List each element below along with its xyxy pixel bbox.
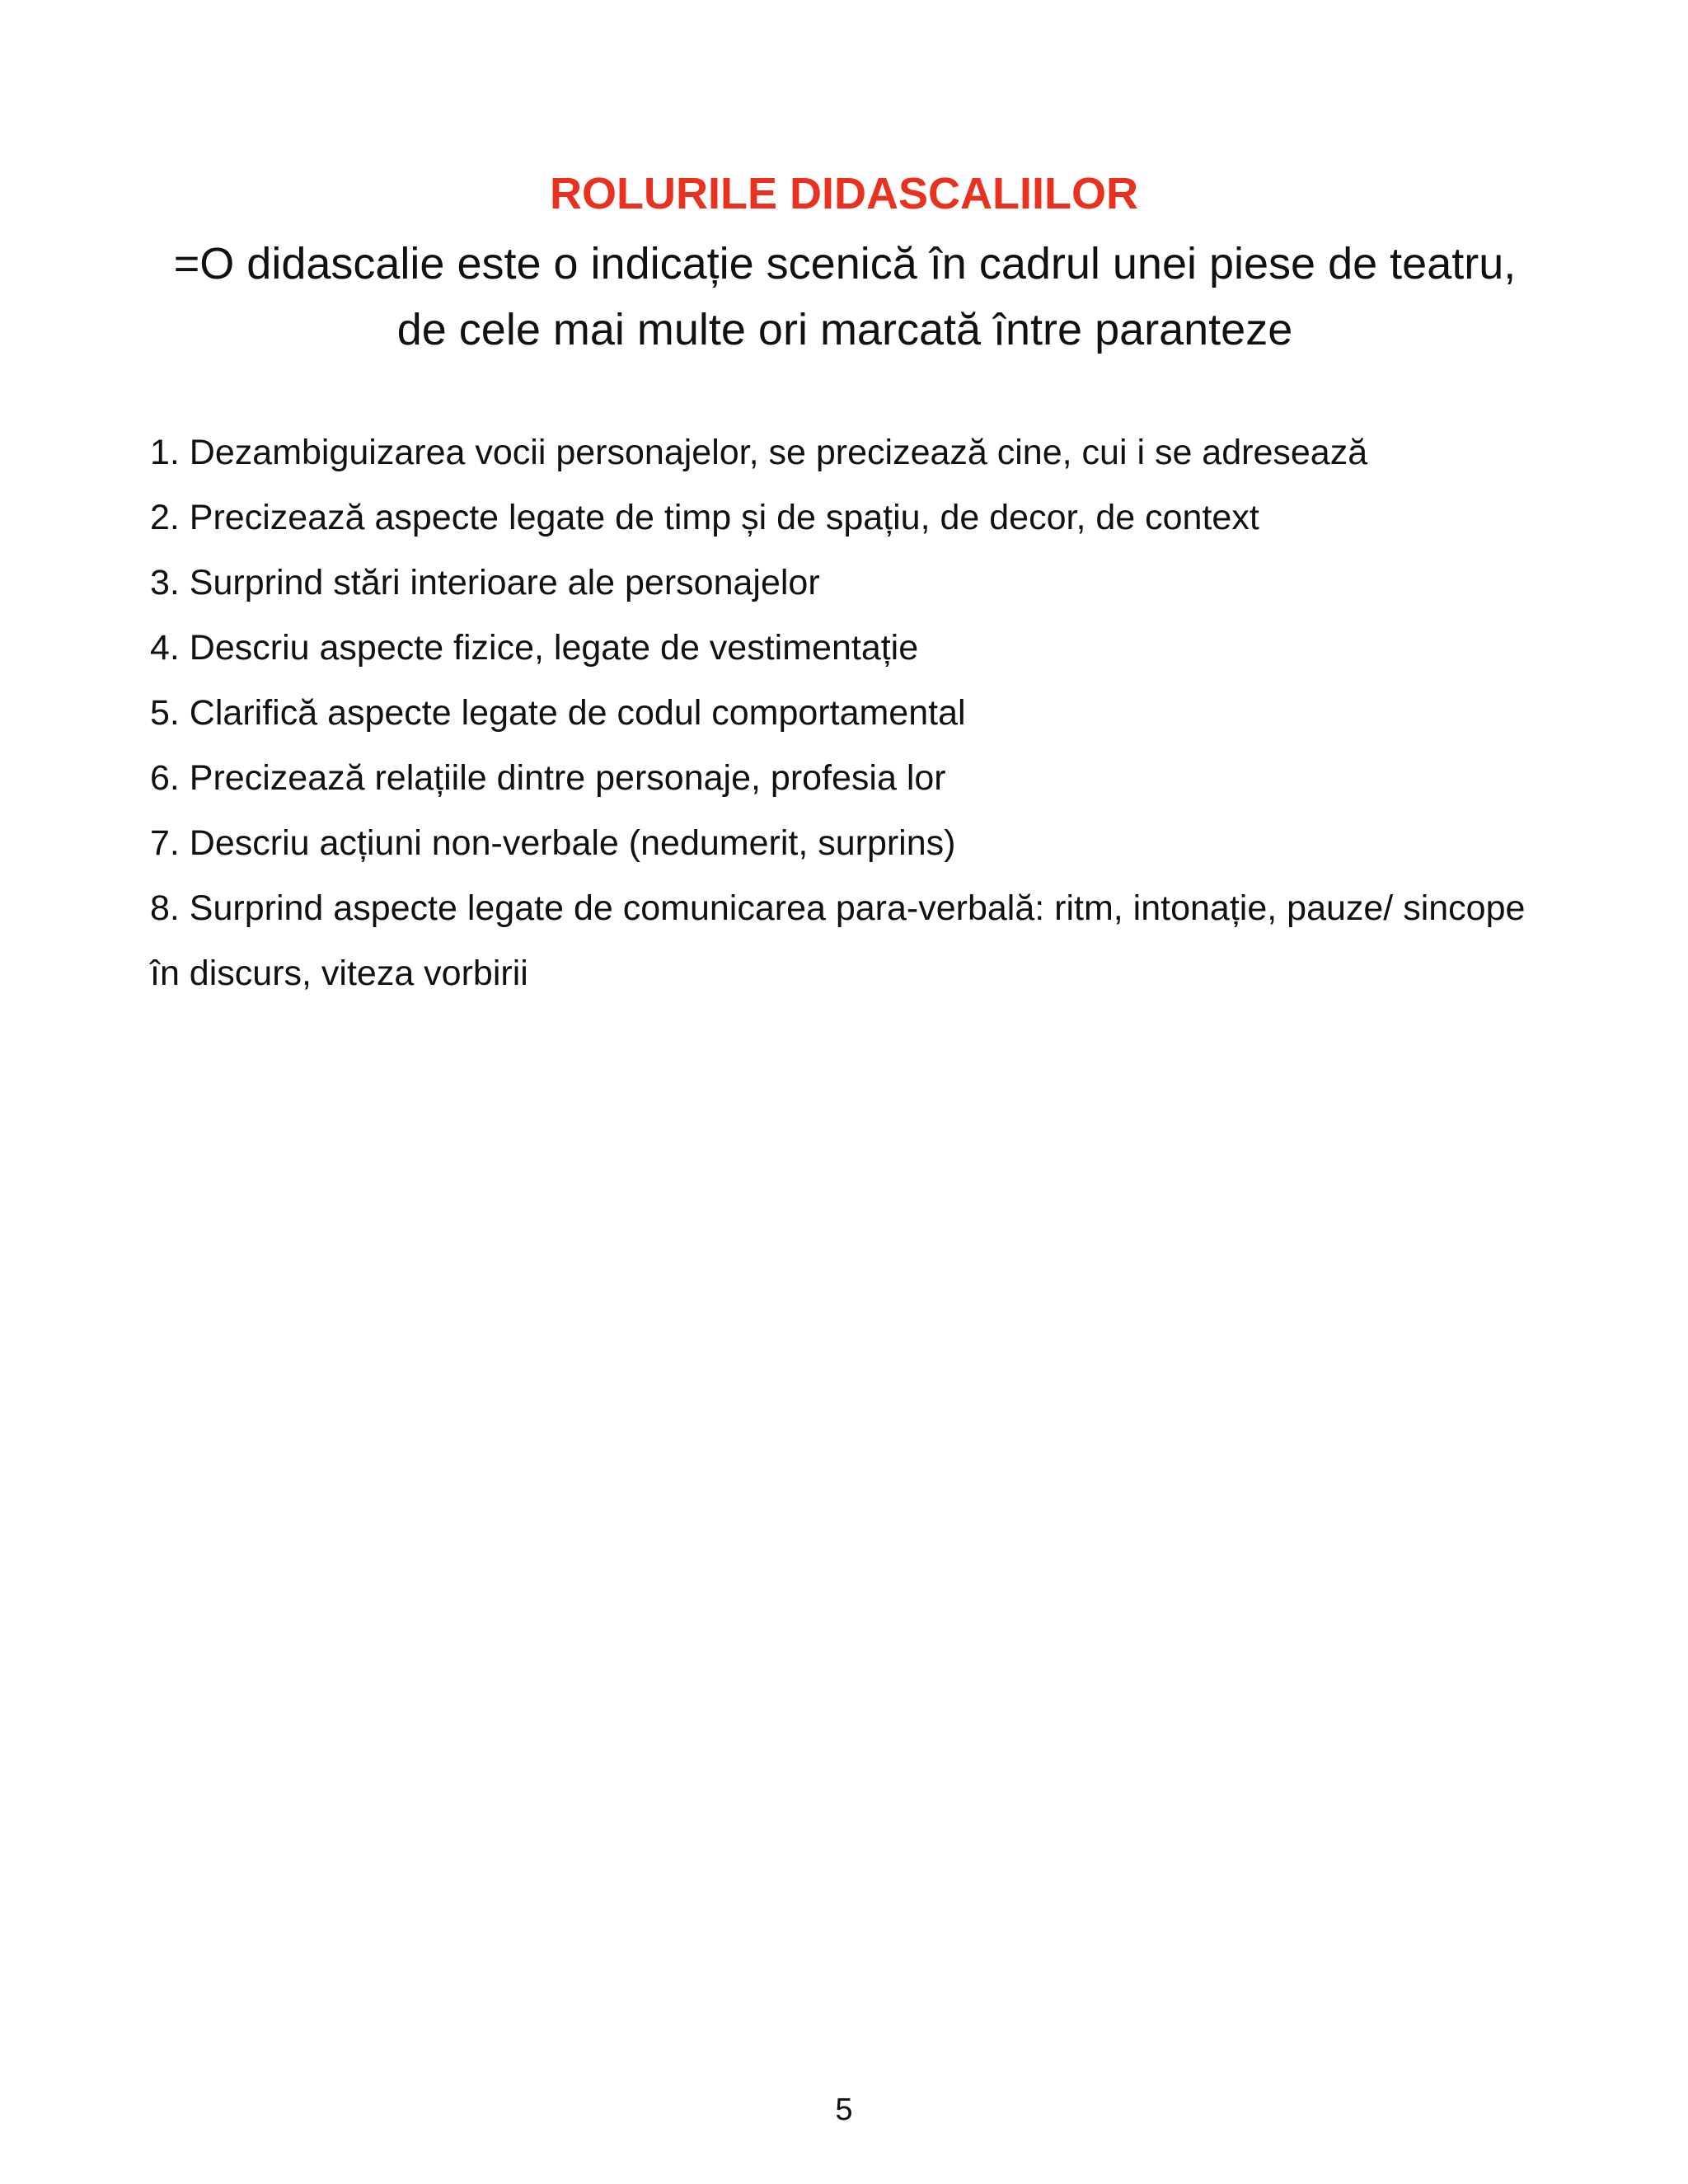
list-item: 3. Surprind stări interioare ale personajelor [150, 563, 820, 602]
list-item: 7. Descriu acțiuni non-verbale (nedumerit, surprins) [150, 823, 956, 863]
page-number: 5 [835, 2093, 853, 2127]
list-item: 1. Dezambiguizarea vocii personajelor, se precizează cine, cui i se adresează [150, 433, 1368, 472]
list-item: 4. Descriu aspecte fizice, legate de vestimentație [150, 628, 919, 668]
page-title: ROLURILE DIDASCALIILOR [550, 169, 1138, 218]
list-item: 2. Precizează aspecte legate de timp și de spațiu, de decor, de context [150, 498, 1259, 537]
definition-text: =O didascalie este o indicație scenică în cadrul unei piese de teatru, de cele mai multe ori marcată între paranteze [173, 239, 1517, 354]
list-item: 6. Precizează relațiile dintre personaje, profesia lor [150, 758, 946, 798]
list-item: 8. Surprind aspecte legate de comunicarea para-verbală: ritm, intonație, pauze/ sincope în discurs, viteza vorbirii [150, 888, 1526, 993]
list-item: 5. Clarifică aspecte legate de codul comportamental [150, 693, 966, 733]
roles-list [150, 420, 1551, 1006]
